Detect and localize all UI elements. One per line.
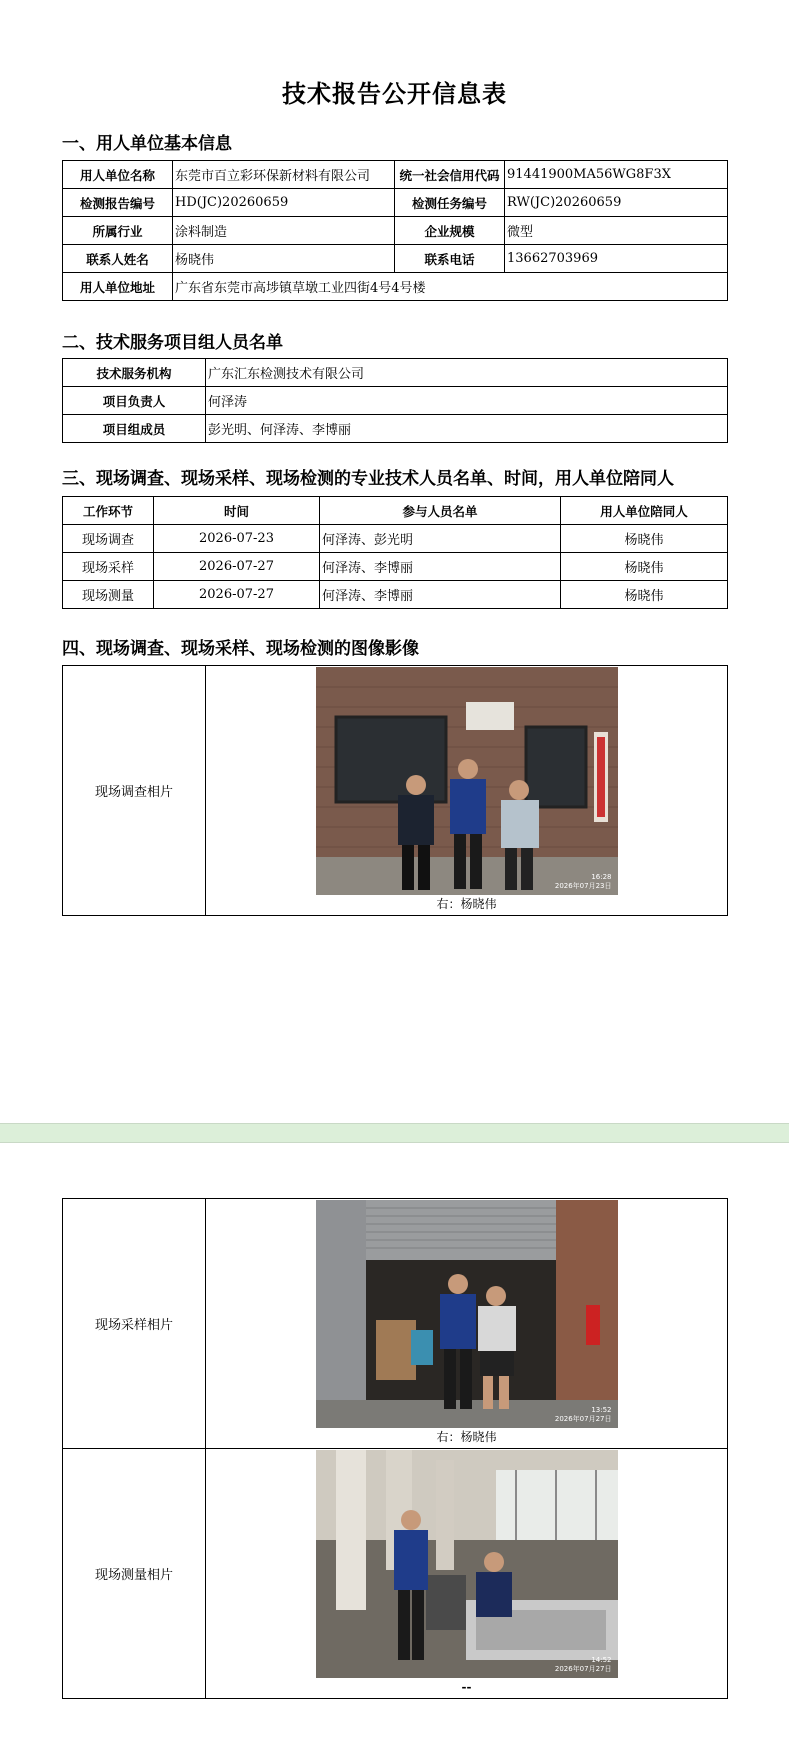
survey-stamp-time: 16:28 bbox=[591, 873, 612, 881]
measure-stamp-date: 2026年07月27日 bbox=[554, 1665, 612, 1673]
contact: 杨晓伟 bbox=[173, 245, 395, 273]
survey-photo-cell bbox=[206, 666, 728, 916]
table-row bbox=[63, 161, 728, 189]
team-table bbox=[62, 358, 728, 443]
table-row bbox=[63, 415, 728, 443]
sampling-stamp-date: 2026年07月27日 bbox=[554, 1415, 612, 1423]
table-row bbox=[63, 359, 728, 387]
sampling-stamp-time: 13:52 bbox=[591, 1406, 612, 1414]
sampling-photo-image bbox=[316, 1200, 618, 1428]
section-3-heading: 三、现场调查、现场采样、现场检测的专业技术人员名单、时间，用人单位陪同人 bbox=[62, 469, 674, 489]
people: 何泽涛、彭光明 bbox=[320, 525, 561, 553]
measure-stamp-time: 14:52 bbox=[591, 1656, 612, 1664]
people: 何泽涛、李博丽 bbox=[320, 553, 561, 581]
survey-photo-caption: 右：杨晓伟 bbox=[436, 897, 497, 911]
section-1-heading: 一、用人单位基本信息 bbox=[62, 134, 232, 154]
contact-label: 联系人姓名 bbox=[63, 245, 173, 273]
org: 广东汇东检测技术有限公司 bbox=[206, 359, 728, 387]
sampling-photo-timestamp bbox=[555, 1406, 612, 1424]
task-no: RW(JC)20260659 bbox=[505, 189, 728, 217]
table-row bbox=[63, 666, 728, 916]
document-title: 技术报告公开信息表 bbox=[282, 80, 507, 108]
leader-label: 项目负责人 bbox=[63, 387, 206, 415]
table-row bbox=[63, 245, 728, 273]
scale: 微型 bbox=[505, 217, 728, 245]
stage: 现场测量 bbox=[63, 581, 154, 609]
table-row bbox=[63, 217, 728, 245]
photo-table-1 bbox=[62, 665, 728, 916]
header-stage: 工作环节 bbox=[63, 497, 154, 525]
header-date: 时间 bbox=[154, 497, 320, 525]
stage: 现场调查 bbox=[63, 525, 154, 553]
table-row bbox=[63, 1449, 728, 1699]
sampling-photo-caption: 右：杨晓伟 bbox=[436, 1430, 497, 1444]
table-header-row bbox=[63, 497, 728, 525]
table-row bbox=[63, 387, 728, 415]
table-row bbox=[63, 1199, 728, 1449]
date: 2026-07-27 bbox=[154, 581, 320, 609]
sampling-photo-label: 现场采样相片 bbox=[63, 1199, 206, 1449]
people: 何泽涛、李博丽 bbox=[320, 581, 561, 609]
page-separator bbox=[0, 1123, 789, 1143]
measure-photo-image bbox=[316, 1450, 618, 1678]
address: 广东省东莞市高埗镇草墩工业四街4号4号楼 bbox=[173, 273, 728, 301]
report-no-label: 检测报告编号 bbox=[63, 189, 173, 217]
measure-photo-label: 现场测量相片 bbox=[63, 1449, 206, 1699]
members: 彭光明、何泽涛、李博丽 bbox=[206, 415, 728, 443]
escort: 杨晓伟 bbox=[561, 525, 728, 553]
phone: 13662703969 bbox=[505, 245, 728, 273]
survey-photo-timestamp bbox=[555, 873, 612, 891]
survey-photo-label: 现场调查相片 bbox=[63, 666, 206, 916]
section-2-heading: 二、技术服务项目组人员名单 bbox=[62, 333, 283, 353]
report-no: HD(JC)20260659 bbox=[173, 189, 395, 217]
table-row bbox=[63, 553, 728, 581]
leader: 何泽涛 bbox=[206, 387, 728, 415]
measure-photo-caption: -- bbox=[461, 1680, 472, 1694]
sampling-photo-cell bbox=[206, 1199, 728, 1449]
survey-photo-image bbox=[316, 667, 618, 895]
industry-label: 所属行业 bbox=[63, 217, 173, 245]
page-2 bbox=[0, 1143, 789, 1746]
credit-code-label: 统一社会信用代码 bbox=[395, 161, 505, 189]
escort: 杨晓伟 bbox=[561, 553, 728, 581]
sampling-photo bbox=[316, 1200, 618, 1428]
section-4-heading: 四、现场调查、现场采样、现场检测的图像影像 bbox=[62, 639, 419, 659]
unit-name: 东莞市百立彩环保新材料有限公司 bbox=[173, 161, 395, 189]
measure-photo-timestamp bbox=[555, 1656, 612, 1674]
measure-photo bbox=[316, 1450, 618, 1678]
address-label: 用人单位地址 bbox=[63, 273, 173, 301]
table-row bbox=[63, 581, 728, 609]
basic-info-table bbox=[62, 160, 728, 301]
survey-photo bbox=[316, 667, 618, 895]
members-label: 项目组成员 bbox=[63, 415, 206, 443]
org-label: 技术服务机构 bbox=[63, 359, 206, 387]
industry: 涂料制造 bbox=[173, 217, 395, 245]
date: 2026-07-23 bbox=[154, 525, 320, 553]
date: 2026-07-27 bbox=[154, 553, 320, 581]
photo-table-2 bbox=[62, 1198, 728, 1699]
stage: 现场采样 bbox=[63, 553, 154, 581]
escort: 杨晓伟 bbox=[561, 581, 728, 609]
task-no-label: 检测任务编号 bbox=[395, 189, 505, 217]
survey-stamp-date: 2026年07月23日 bbox=[554, 882, 612, 890]
header-people: 参与人员名单 bbox=[320, 497, 561, 525]
table-row bbox=[63, 189, 728, 217]
table-row bbox=[63, 273, 728, 301]
credit-code: 91441900MA56WG8F3X bbox=[505, 161, 728, 189]
header-escort: 用人单位陪同人 bbox=[561, 497, 728, 525]
schedule-table bbox=[62, 496, 728, 609]
phone-label: 联系电话 bbox=[395, 245, 505, 273]
unit-name-label: 用人单位名称 bbox=[63, 161, 173, 189]
scale-label: 企业规模 bbox=[395, 217, 505, 245]
table-row bbox=[63, 525, 728, 553]
measure-photo-cell bbox=[206, 1449, 728, 1699]
